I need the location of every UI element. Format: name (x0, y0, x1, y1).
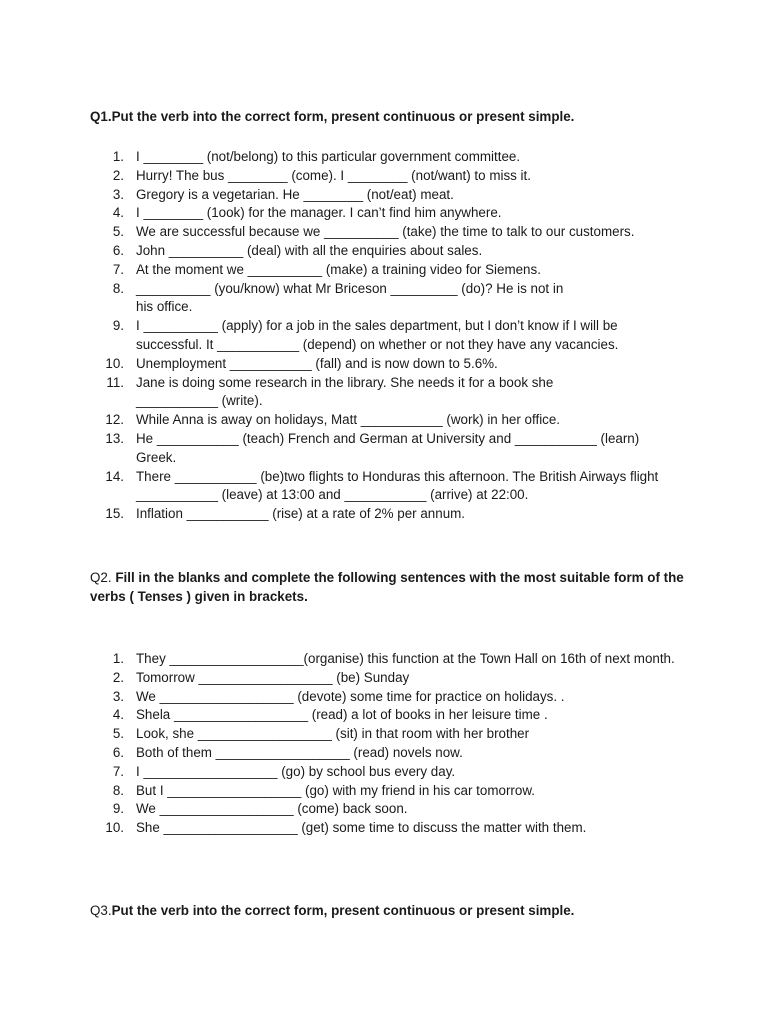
item-number: 13. (105, 430, 124, 446)
list-item (90, 763, 670, 782)
item-number: 12. (105, 412, 124, 428)
item-text: I __________ (apply) for a job in the sales department, but I don’t know if I will be successful. It ___________ (depend) on whether or not they have any vacancies. (136, 318, 619, 352)
list-item (90, 430, 662, 468)
item-number: 10. (105, 820, 124, 836)
item-text: I ________ (1ook) for the manager. I can’t find him anywhere. (136, 205, 502, 221)
item-number: 2. (112, 669, 124, 685)
item-text: John __________ (deal) with all the enquiries about sales. (136, 242, 483, 258)
item-number: 2. (112, 167, 124, 183)
item-number: 10. (105, 355, 124, 371)
list-item (90, 411, 670, 430)
item-text: I ________ (not/belong) to this particular government committee. (136, 149, 521, 164)
item-text: Hurry! The bus ________ (come). I ________ (not/want) to miss it. (136, 167, 531, 183)
list-item (90, 800, 670, 819)
item-number: 7. (112, 261, 124, 277)
list-item (90, 317, 640, 355)
list-item (90, 355, 670, 374)
item-text: Look, she __________________ (sit) in that room with her brother (136, 726, 530, 742)
item-number: 9. (112, 801, 124, 817)
item-text: While Anna is away on holidays, Matt ___________ (work) in her office. (136, 412, 561, 428)
item-number: 8. (112, 782, 124, 798)
item-number: 7. (112, 763, 124, 779)
list-item (90, 706, 670, 725)
item-text: We are successful because we __________ (take) the time to talk to our customers. (136, 224, 635, 240)
list-item (90, 242, 670, 261)
list-item (90, 186, 670, 205)
item-text: Unemployment ___________ (fall) and is now down to 5.6%. (136, 355, 498, 371)
item-text: We __________________ (come) back soon. (136, 801, 408, 817)
list-item (90, 725, 670, 744)
question-2-list (90, 650, 675, 838)
item-number: 3. (112, 186, 124, 202)
list-item (90, 261, 670, 280)
item-number: 4. (112, 707, 124, 723)
question-number: Q3. (90, 903, 112, 918)
list-item (90, 688, 670, 707)
list-item (90, 167, 670, 186)
item-text: There ___________ (be)two flights to Honduras this afternoon. The British Airways flight ___________ (leave) at 13:00 and ___________ (arrive) at 22:00. (136, 468, 659, 503)
item-text: They __________________(organise) this function at the Town Hall on 16th of next month. (136, 651, 675, 666)
item-text: Both of them __________________ (read) novels now. (136, 744, 463, 760)
list-item (90, 468, 696, 506)
item-text: __________ (you/know) what Mr Briceson _________ (do)? He is not in his office. (136, 280, 564, 315)
list-item (90, 148, 670, 167)
item-number: 6. (112, 744, 124, 760)
item-text: Gregory is a vegetarian. He ________ (not/eat) meat. (136, 186, 454, 202)
item-number: 3. (112, 688, 124, 704)
item-number: 8. (112, 280, 124, 296)
item-number: 9. (112, 318, 124, 334)
question-2-heading (90, 568, 690, 606)
list-item (90, 819, 670, 838)
item-number: 5. (112, 726, 124, 742)
list-item (90, 650, 701, 669)
list-item (90, 280, 578, 318)
item-text: We __________________ (devote) some time for practice on holidays. . (136, 688, 565, 704)
question-title: Fill in the blanks and complete the following sentences with the most suitable form of the verbs ( Tenses ) given in brackets. (90, 570, 684, 604)
item-number: 1. (112, 651, 124, 666)
item-number: 14. (105, 468, 124, 484)
question-title: Put the verb into the correct form, present continuous or present simple. (111, 903, 575, 918)
list-item (90, 782, 670, 801)
list-item (90, 744, 670, 763)
question-1-heading (90, 107, 690, 126)
item-number: 4. (112, 205, 124, 221)
item-number: 5. (112, 224, 124, 240)
item-text: Inflation ___________ (rise) at a rate of 2% per annum. (136, 506, 466, 522)
item-text: She __________________ (get) some time to discuss the matter with them. (136, 820, 587, 836)
question-number: Q2. (90, 570, 112, 585)
item-text: I __________________ (go) by school bus every day. (136, 763, 456, 779)
item-text: At the moment we __________ (make) a training video for Siemens. (136, 261, 541, 277)
list-item (90, 669, 670, 688)
question-title: Put the verb into the correct form, present continuous or present simple. (111, 109, 575, 124)
list-item (90, 204, 670, 223)
question-1-list (90, 148, 670, 524)
list-item (90, 374, 626, 412)
item-text: Shela __________________ (read) a lot of books in her leisure time . (136, 707, 548, 723)
question-number: Q1. (90, 109, 112, 124)
item-number: 11. (106, 374, 124, 390)
item-number: 15. (105, 506, 124, 522)
item-text: Jane is doing some research in the library. She needs it for a book she ___________ (write). (136, 374, 554, 409)
item-text: Tomorrow __________________ (be) Sunday (136, 669, 410, 685)
question-3-heading (90, 901, 690, 920)
list-item (90, 223, 670, 242)
item-text: But I __________________ (go) with my friend in his car tomorrow. (136, 782, 535, 798)
item-text: He ___________ (teach) French and German at University and ___________ (learn) Greek. (136, 430, 640, 465)
list-item (90, 505, 670, 524)
item-number: 1. (112, 149, 124, 164)
item-number: 6. (112, 242, 124, 258)
